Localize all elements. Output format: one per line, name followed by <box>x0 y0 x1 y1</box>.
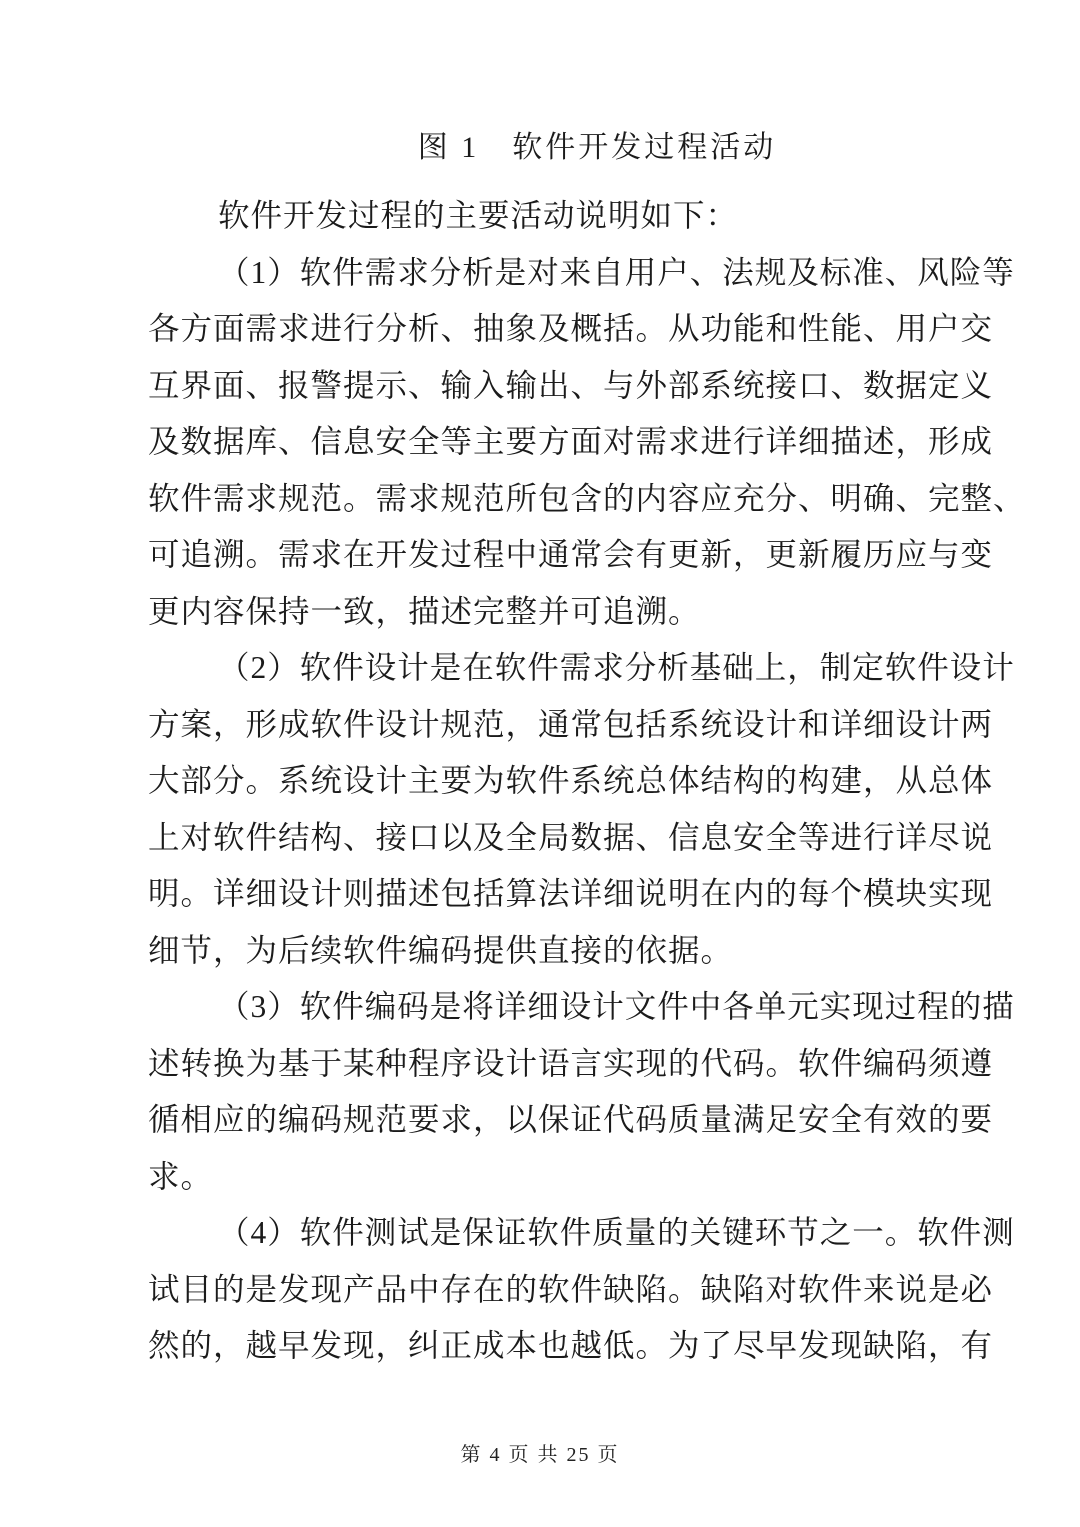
text-line: 软件需求规范。需求规范所包含的内容应充分、明确、完整、 <box>148 480 1026 516</box>
text-line: 然的，越早发现，纠正成本也越低。为了尽早发现缺陷，有 <box>148 1328 994 1363</box>
text-line: 更内容保持一致，描述完整并可追溯。 <box>148 593 701 629</box>
text-line: 试目的是发现产品中存在的软件缺陷。缺陷对软件来说是必 <box>148 1271 994 1307</box>
page-footer: 第 4 页 共 25 页 <box>460 1444 620 1466</box>
text-line: 互界面、报警提示、输入输出、与外部系统接口、数据定义 <box>148 367 994 403</box>
text-line: 可追溯。需求在开发过程中通常会有更新，更新履历应与变 <box>148 537 994 572</box>
text-line: 各方面需求进行分析、抽象及概括。从功能和性能、用户交 <box>148 311 994 346</box>
text-line: （3）软件编码是将详细设计文件中各单元实现过程的描 <box>218 989 1015 1024</box>
text-line: 上对软件结构、接口以及全局数据、信息安全等进行详尽说 <box>148 819 994 855</box>
text-line: 明。详细设计则描述包括算法详细说明在内的每个模块实现 <box>148 876 994 911</box>
text-line: 软件开发过程的主要活动说明如下： <box>218 198 739 233</box>
text-line: 循相应的编码规范要求，以保证代码质量满足安全有效的要 <box>148 1102 994 1137</box>
document-body <box>148 188 1026 1375</box>
text-line: （4）软件测试是保证软件质量的关键环节之一。软件测 <box>218 1215 1015 1250</box>
text-line: 述转换为基于某种程序设计语言实现的代码。软件编码须遵 <box>148 1045 994 1081</box>
text-line: 及数据库、信息安全等主要方面对需求进行详细描述，形成 <box>148 424 994 459</box>
text-line: 方案，形成软件设计规范，通常包括系统设计和详细设计两 <box>148 706 994 742</box>
text-line: 大部分。系统设计主要为软件系统总体结构的构建，从总体 <box>148 763 994 798</box>
text-line: （2）软件设计是在软件需求分析基础上，制定软件设计 <box>218 650 1015 685</box>
text-line: 求。 <box>148 1158 214 1194</box>
text-line: 细节，为后续软件编码提供直接的依据。 <box>148 932 734 968</box>
figure-caption: 图 1 软件开发过程活动 <box>417 131 777 164</box>
text-line: （1）软件需求分析是对来自用户、法规及标准、风险等 <box>218 254 1015 290</box>
